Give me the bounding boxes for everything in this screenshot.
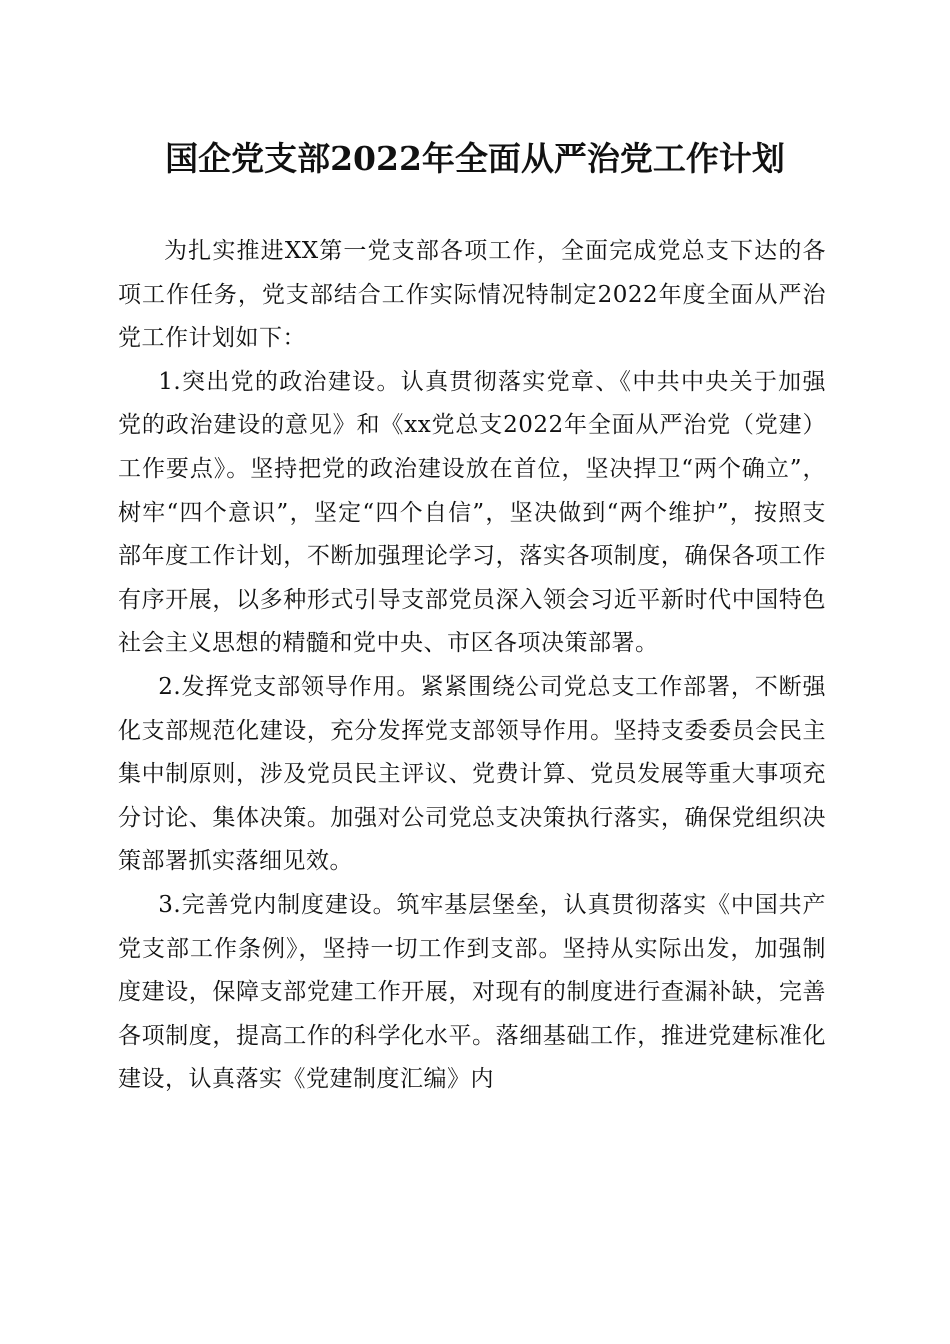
document-body	[118, 230, 826, 1102]
item-paragraph-3: 3.完善党内制度建设。筑牢基层堡垒，认真贯彻落实《中国共产党支部工作条例》，坚持一切工作到支部。坚持从实际出发，加强制度建设，保障支部党建工作开展，对现有的制度进行查漏补缺，完善各项制度，提高工作的科学化水平。落细基础工作，推进党建标准化建设，认真落实《党建制度汇编》内	[118, 891, 826, 1093]
intro-paragraph: 为扎实推进XX第一党支部各项工作，全面完成党总支下达的各项工作任务，党支部结合工作实际情况特制定2022年度全面从严治党工作计划如下：	[118, 238, 826, 352]
item-paragraph-2: 2.发挥党支部领导作用。紧紧围绕公司党总支工作部署，不断强化支部规范化建设，充分发挥党支部领导作用。坚持支委委员会民主集中制原则，涉及党员民主评议、党费计算、党员发展等重大事项充分讨论、集体决策。加强对公司党总支决策执行落实，确保党组织决策部署抓实落细见效。	[118, 673, 826, 875]
document-title: 国企党支部2022年全面从严治党工作计划	[165, 139, 785, 178]
item-paragraph-1: 1.突出党的政治建设。认真贯彻落实党章、《中共中央关于加强党的政治建设的意见》和《xx党总支2022年全面从严治党（党建）工作要点》。坚持把党的政治建设放在首位，坚决捍卫“两个确立”，树牢“四个意识”，坚定“四个自信”，坚决做到“两个维护”，按照支部年度工作计划，不断加强理论学习，落实各项制度，确保各项工作有序开展，以多种形式引导支部党员深入领会习近平新时代中国特色社会主义思想的精髓和党中央、市区各项决策部署。	[118, 368, 826, 657]
